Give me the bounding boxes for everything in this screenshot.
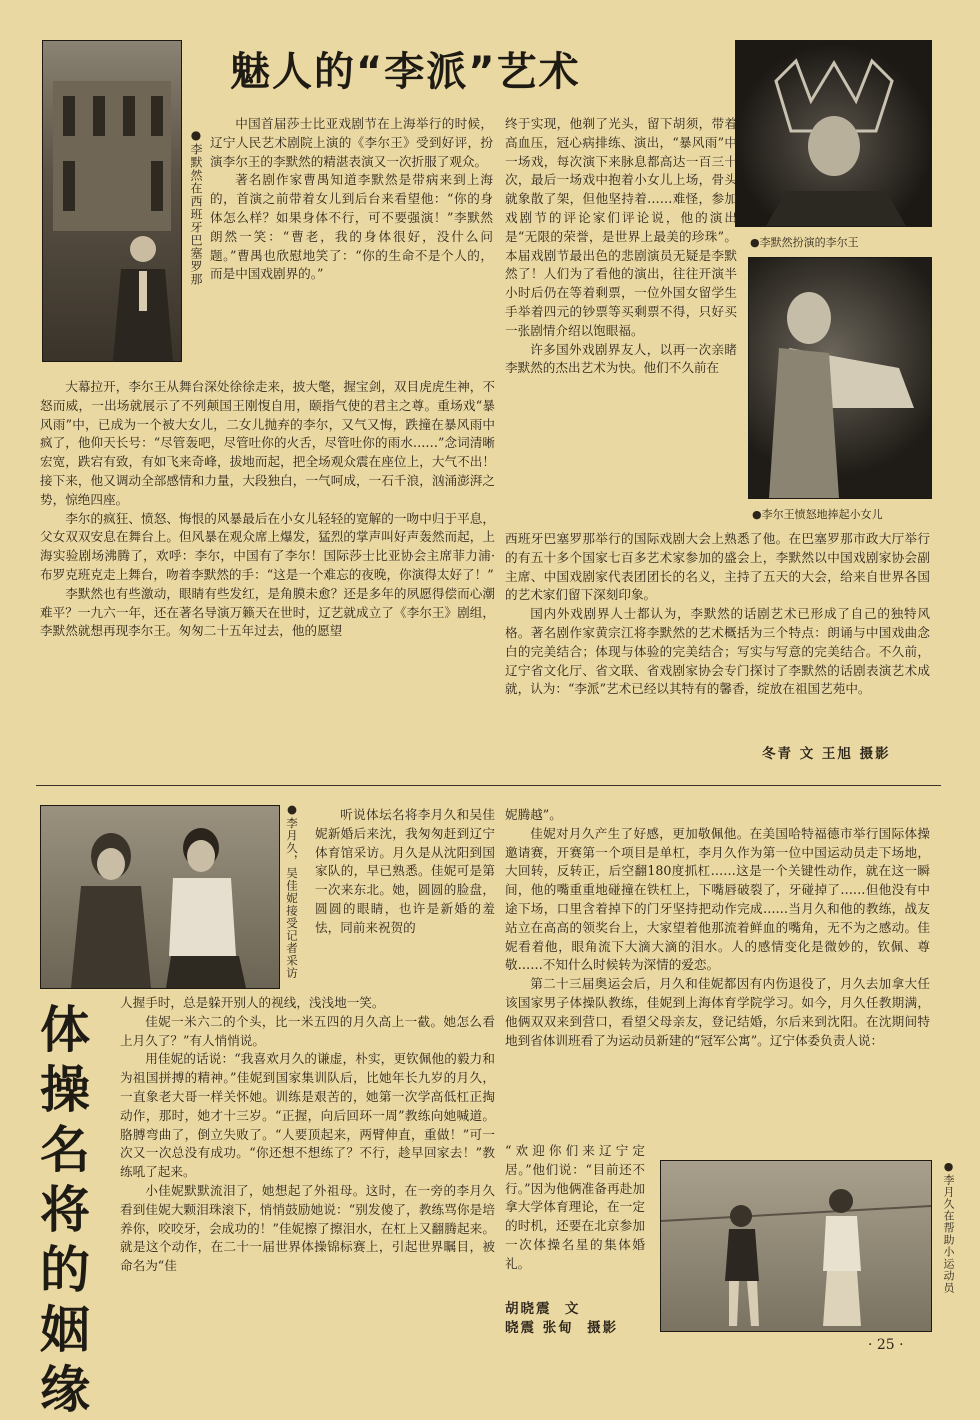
photo-li-moran-barcelona-figure [43, 41, 181, 361]
photo-li-moran-barcelona [42, 40, 182, 362]
photo-king-lear-caption: ●李默然扮演的李尔王 [750, 236, 859, 249]
paragraph: 许多国外戏剧界友人，以再一次亲睹李默然的杰出艺术为快。他们不久前在 [505, 341, 737, 376]
photo-lear-holding-daughter-figure [749, 258, 931, 498]
photo-king-lear-figure [736, 41, 931, 226]
paragraph: 李尔的疯狂、愤怒、悔恨的风暴最后在小女儿轻轻的宽解的一吻中归于平息，父女双双安息在舞台上。但风暴在观众席上爆发，猛烈的掌声叫好声轰然而起，上海实验剧场沸腾了，欢呼：李尔，中国有了李尔！国际莎士比亚协会主席菲力浦·布罗克班克走上舞台，吻着李默然的手：“这是一个难忘的夜晚，你演得太好了！” [40, 510, 495, 582]
article2-byline-photo: 晓震 张甸 摄影 [505, 1320, 619, 1336]
paragraph: 终于实现，他剃了光头，留下胡须，带着高血压，冠心病排练、演出，“暴风雨”中一场戏，每次演下来脉息都高达一百三十次，最后一场戏中抱着小女儿上场，骨头就象散了架，但他坚持着……难怪，参加戏剧节的评论家们评论说，他的演出是“无限的荣誉，是世界上最美的珍珠”。本届戏剧节最出色的悲剧演员无疑是李默然了！人们为了看他的演出，往往开演半小时后仍在等着剩票，一位外国女留学生手举着四元的钞票等买剩票不得，只好买一张剧情介绍以饱眼福。 [505, 116, 737, 338]
photo-helping-young-athletes [660, 1160, 932, 1332]
article2-column-right-bottom [505, 1142, 645, 1274]
paragraph: 佳妮一米六二的个头，比一米五四的月久高上一截。她怎么看上月久了？”有人悄悄说。 [120, 1013, 495, 1048]
section-divider [36, 785, 941, 786]
article2-byline-text: 胡晓震 文 [505, 1301, 581, 1317]
paragraph: 大幕拉开，李尔王从舞台深处徐徐走来，披大氅，握宝剑，双目虎虎生神，不怒而威，一出场就展示了不列颠国王刚愎自用，颐指气使的君主之尊。重场戏“暴风雨”中，已成为一个被大女儿，二女儿抛弃的李尔，又气又悔，跌撞在暴风雨中疯了，他仰天长号：“尽管轰吧，尽管吐你的火舌，尽管吐你的雨水……”念词清晰宏宽，跌宕有致，有如飞来奇峰，拔地而起，把全场观众震在座位上，大气不出！接下来，他又调动全部感情和力量，大段独白，一气呵成，一石千浪，汹涌澎湃之势，惊绝四座。 [40, 379, 495, 507]
photo-helping-young-athletes-caption: ●李月久在帮助小运动员 [942, 1160, 955, 1294]
photo-lear-holding-daughter-caption: ●李尔王愤怒地捧起小女儿 [752, 508, 883, 521]
paragraph: 李默然也有些激动，眼睛有些发红，是角膜未愈？还是多年的夙愿得偿而心潮难平？一九六一年，还在著名导演万籁天在世时，辽艺就成立了《李尔王》剧组，李默然就想再现李尔王。匆匆二十五年过去，他的愿望 [40, 585, 495, 639]
paragraph: 佳妮对月久产生了好感，更加敬佩他。在美国哈特福德市举行国际体操邀请赛，开赛第一个项目是单杠，李月久作为第一位中国运动员走下场地，大回转，反转正，后空翻180度抓杠……这是一个关键性动作，就在这一瞬间，他的嘴重重地碰撞在铁杠上，下嘴唇破裂了，牙碰掉了……但他没有中途下场，口里含着掉下的门牙坚持把动作完成……当月久和他的教练，战友站立在高高的领奖台上，大家望着他那流着鲜血的嘴角，无不为之感动。佳妮看着他，眼角流下大滴大滴的泪水。人的感情变化是微妙的，钦佩、尊敬……不知什么时候转为深情的爱恋。 [505, 825, 930, 973]
article2-column-right [505, 806, 930, 1050]
paragraph: 著名剧作家曹禺知道李默然是带病来到上海的，首演之前带着女儿到后台来看望他：“你的身体怎么样？如果身体不行，可不要强演！”李默然朗然一笑：“曹老，我的身体很好，没什么问题。”曹禺也欣慰地笑了：“你的生命不是个人的，而是中国戏剧界的。” [210, 172, 493, 282]
page-number: · 25 · [868, 1337, 904, 1353]
paragraph: 用佳妮的话说：“我喜欢月久的谦虚，朴实，更钦佩他的毅力和为祖国拼搏的精神。”佳妮到国家集训队后，比她年长九岁的月久，一直象老大哥一样关怀她。训练是艰苦的，她第一次学高低杠正掏动作，那时，她才十三岁。“正握，向后回环一周”教练向她喊道。胳膊弯曲了，倒立失败了。“人要顶起来，两臂伸直，重做！”可一次又一次总没有成功。“你还想不想练了？不行，趁早回家去！”教练吼了起来。 [120, 1051, 495, 1180]
photo-king-lear [735, 40, 932, 227]
paragraph: 中国首届莎士比亚戏剧节在上海举行的时候，辽宁人民艺术剧院上演的《李尔王》受到好评，扮演李尔王的李默然的精湛表演又一次折服了观众。 [210, 116, 493, 169]
paragraph: 妮腾越”。 [505, 807, 562, 822]
article1-column-right [505, 530, 930, 699]
article1-byline: 冬青 文 王旭 摄影 [762, 746, 891, 762]
photo-couple-interview-caption: ●李月久，吴佳妮接受记者采访 [285, 802, 299, 980]
paragraph: 西班牙巴塞罗那举行的国际戏剧大会上熟悉了他。在巴塞罗那市政大厅举行的有五十多个国家七百多艺术家参加的盛会上，李默然以中国戏剧家协会副主席、中国戏剧家代表团团长的名义，主持了五天的大会，给来自世界各国的艺术家们留下深刻印象。 [505, 531, 930, 603]
photo-couple-interview [40, 805, 280, 989]
article1-column-b [505, 115, 737, 378]
photo-helping-young-athletes-figure [661, 1161, 931, 1331]
paragraph: “欢迎你们来辽宁定居。”他们说：“目前还不行。”因为他俩准备再赴加拿大学体育理论，在一定的时机，还要在北京参加一次体操名星的集体婚礼。 [505, 1143, 645, 1271]
article1-column-a [210, 115, 493, 284]
paragraph: 听说体坛名将李月久和吴佳妮新婚后来沈，我匆匆赶到辽宁体育馆采访。月久是从沈阳到国家队的，早已熟悉。佳妮可是第一次来东北。她，圆圆的脸盘，圆圆的眼睛，也许是新婚的羞怯，同前来祝贺的 [315, 807, 495, 935]
article-title: 魅人的“李派”艺术 [230, 49, 581, 95]
article1-column-left [40, 378, 495, 641]
article2-column-left [120, 994, 495, 1276]
article2-title: 体操名将的姻缘 [40, 1001, 90, 1419]
paragraph: 第二十三届奥运会后，月久和佳妮都因有内伤退役了，月久去加拿大任该国家男子体操队教练，佳妮到上海体育学院学习。如今，月久任教期满，他俩双双来到营口，看望父母亲友，登记结婚，尔后来到沈阳。在沈期间特地到省体训班看了为运动员新建的“冠军公寓”。辽宁体委负责人说： [505, 976, 930, 1048]
photo-li-moran-barcelona-caption: ●李默然在西班牙巴塞罗那 [189, 128, 203, 286]
paragraph: 国内外戏剧界人士都认为，李默然的话剧艺术已形成了自己的独特风格。著名剧作家黄宗江将李默然的艺术概括为三个特点：朗诵与中国戏曲念白的完美结合；体现与体验的完美结合；写实与写意的完美结合。不久前，辽宁省文化厅、省文联、省戏剧家协会专门探讨了李默然的话剧表演艺术成就，认为：“李派”艺术已经以其特有的馨香，绽放在祖国艺苑中。 [505, 606, 930, 697]
paragraph: 小佳妮默默流泪了，她想起了外祖母。这时，在一旁的李月久看到佳妮大颗泪珠滚下，悄悄鼓励她说：“别发傻了，教练骂你是培养你，咬咬牙，会成功的！”佳妮擦了擦泪水，在杠上又翻腾起来。就是这个动作，在二十一届世界体操锦标赛上，引起世界瞩目，被命名为“佳 [120, 1182, 495, 1274]
article2-column-a [315, 806, 495, 938]
paragraph: 人握手时，总是躲开别人的视线，浅浅地一笑。 [120, 995, 385, 1010]
photo-lear-holding-daughter [748, 257, 932, 499]
photo-couple-interview-figure [41, 806, 279, 988]
